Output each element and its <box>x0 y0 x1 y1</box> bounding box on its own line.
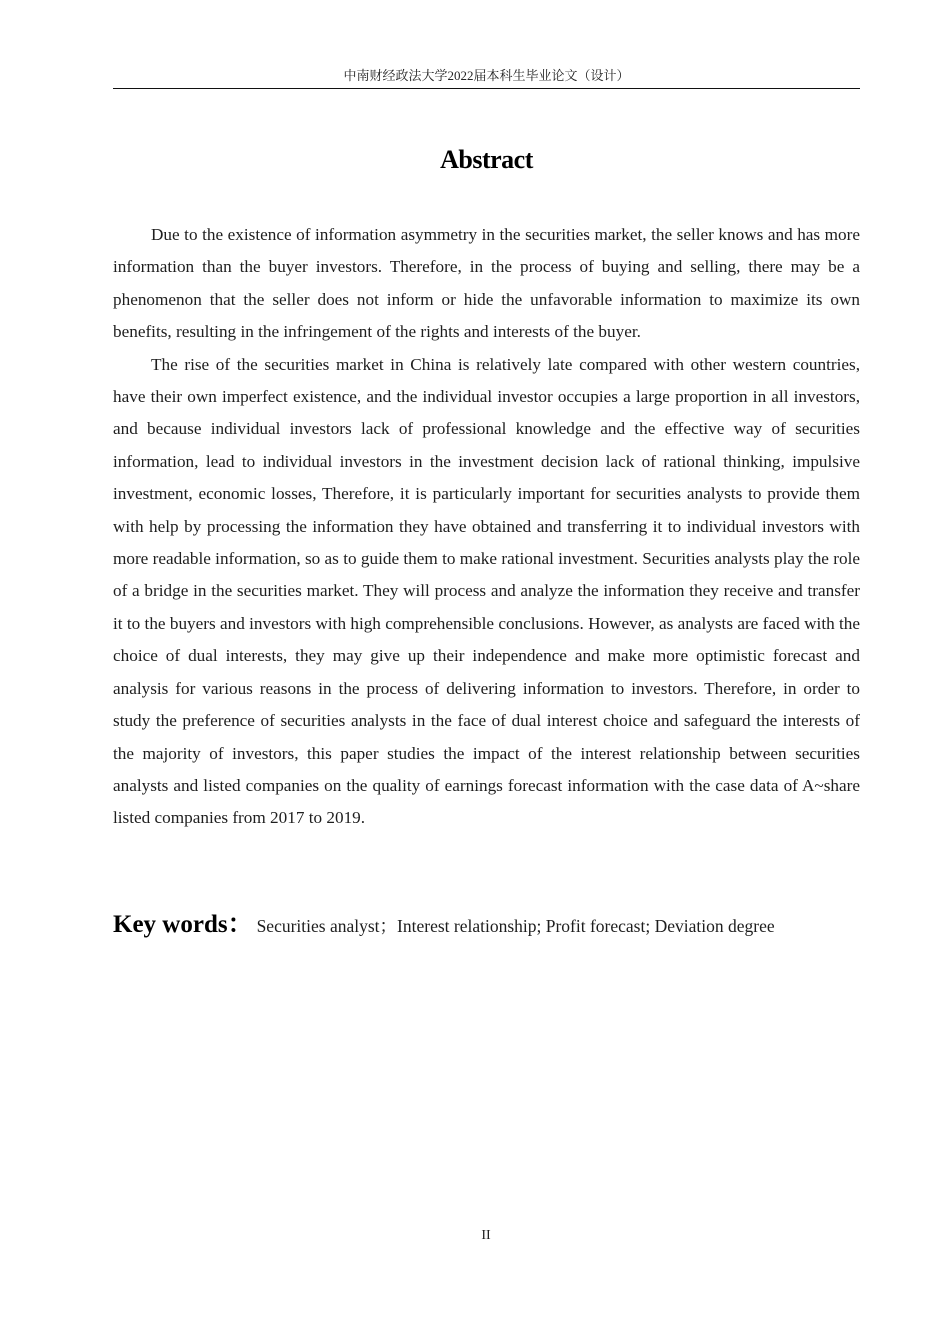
page-title: Abstract <box>440 145 533 174</box>
keywords-line <box>113 904 873 940</box>
running-header-text: 中南财经政法大学2022届本科生毕业论文（设计） <box>343 68 630 83</box>
page-number: II <box>481 1228 491 1243</box>
abstract-paragraph-1: Due to the existence of information asymmetry in the securities market, the seller knows and has more information than the buyer investors. Therefore, in the process of buying and selling, there may be a phenomenon that the seller does not inform or hide the unfavorable information to maximize its own benefits, resulting in the infringement of the rights and interests of the buyer. <box>113 225 860 342</box>
keywords-value: Securities analyst；Interest relationship; Profit forecast; Deviation degree <box>256 916 775 936</box>
keywords-label: Key words： <box>113 911 253 938</box>
abstract-body <box>113 219 860 835</box>
abstract-paragraph-2: The rise of the securities market in China is relatively late compared with other western countries, have their own imperfect existence, and the individual investor occupies a large proportion in all investors, and because individual investors lack of professional knowledge and the effective way of securities information, lead to individual investors in the investment decision lack of rational thinking, impulsive investment, economic losses, Therefore, it is particularly important for securities analysts to provide them with help by processing the information they have obtained and transferring it to individual investors with more readable information, so as to guide them to make rational investment. Securities analysts play the role of a bridge in the securities market. They will process and analyze the information they receive and transfer it to the buyers and investors with high comprehensible conclusions. However, as analysts are faced with the choice of dual interests, they may give up their independence and make more optimistic forecast and analysis for various reasons in the process of delivering information to investors. Therefore, in order to study the preference of securities analysts in the face of dual interest choice and safeguard the interests of the majority of investors, this paper studies the impact of the interest relationship between securities analysts and listed companies on the quality of earnings forecast information with the case data of A~share listed companies from 2017 to 2019. <box>113 354 860 828</box>
running-header <box>113 66 860 89</box>
